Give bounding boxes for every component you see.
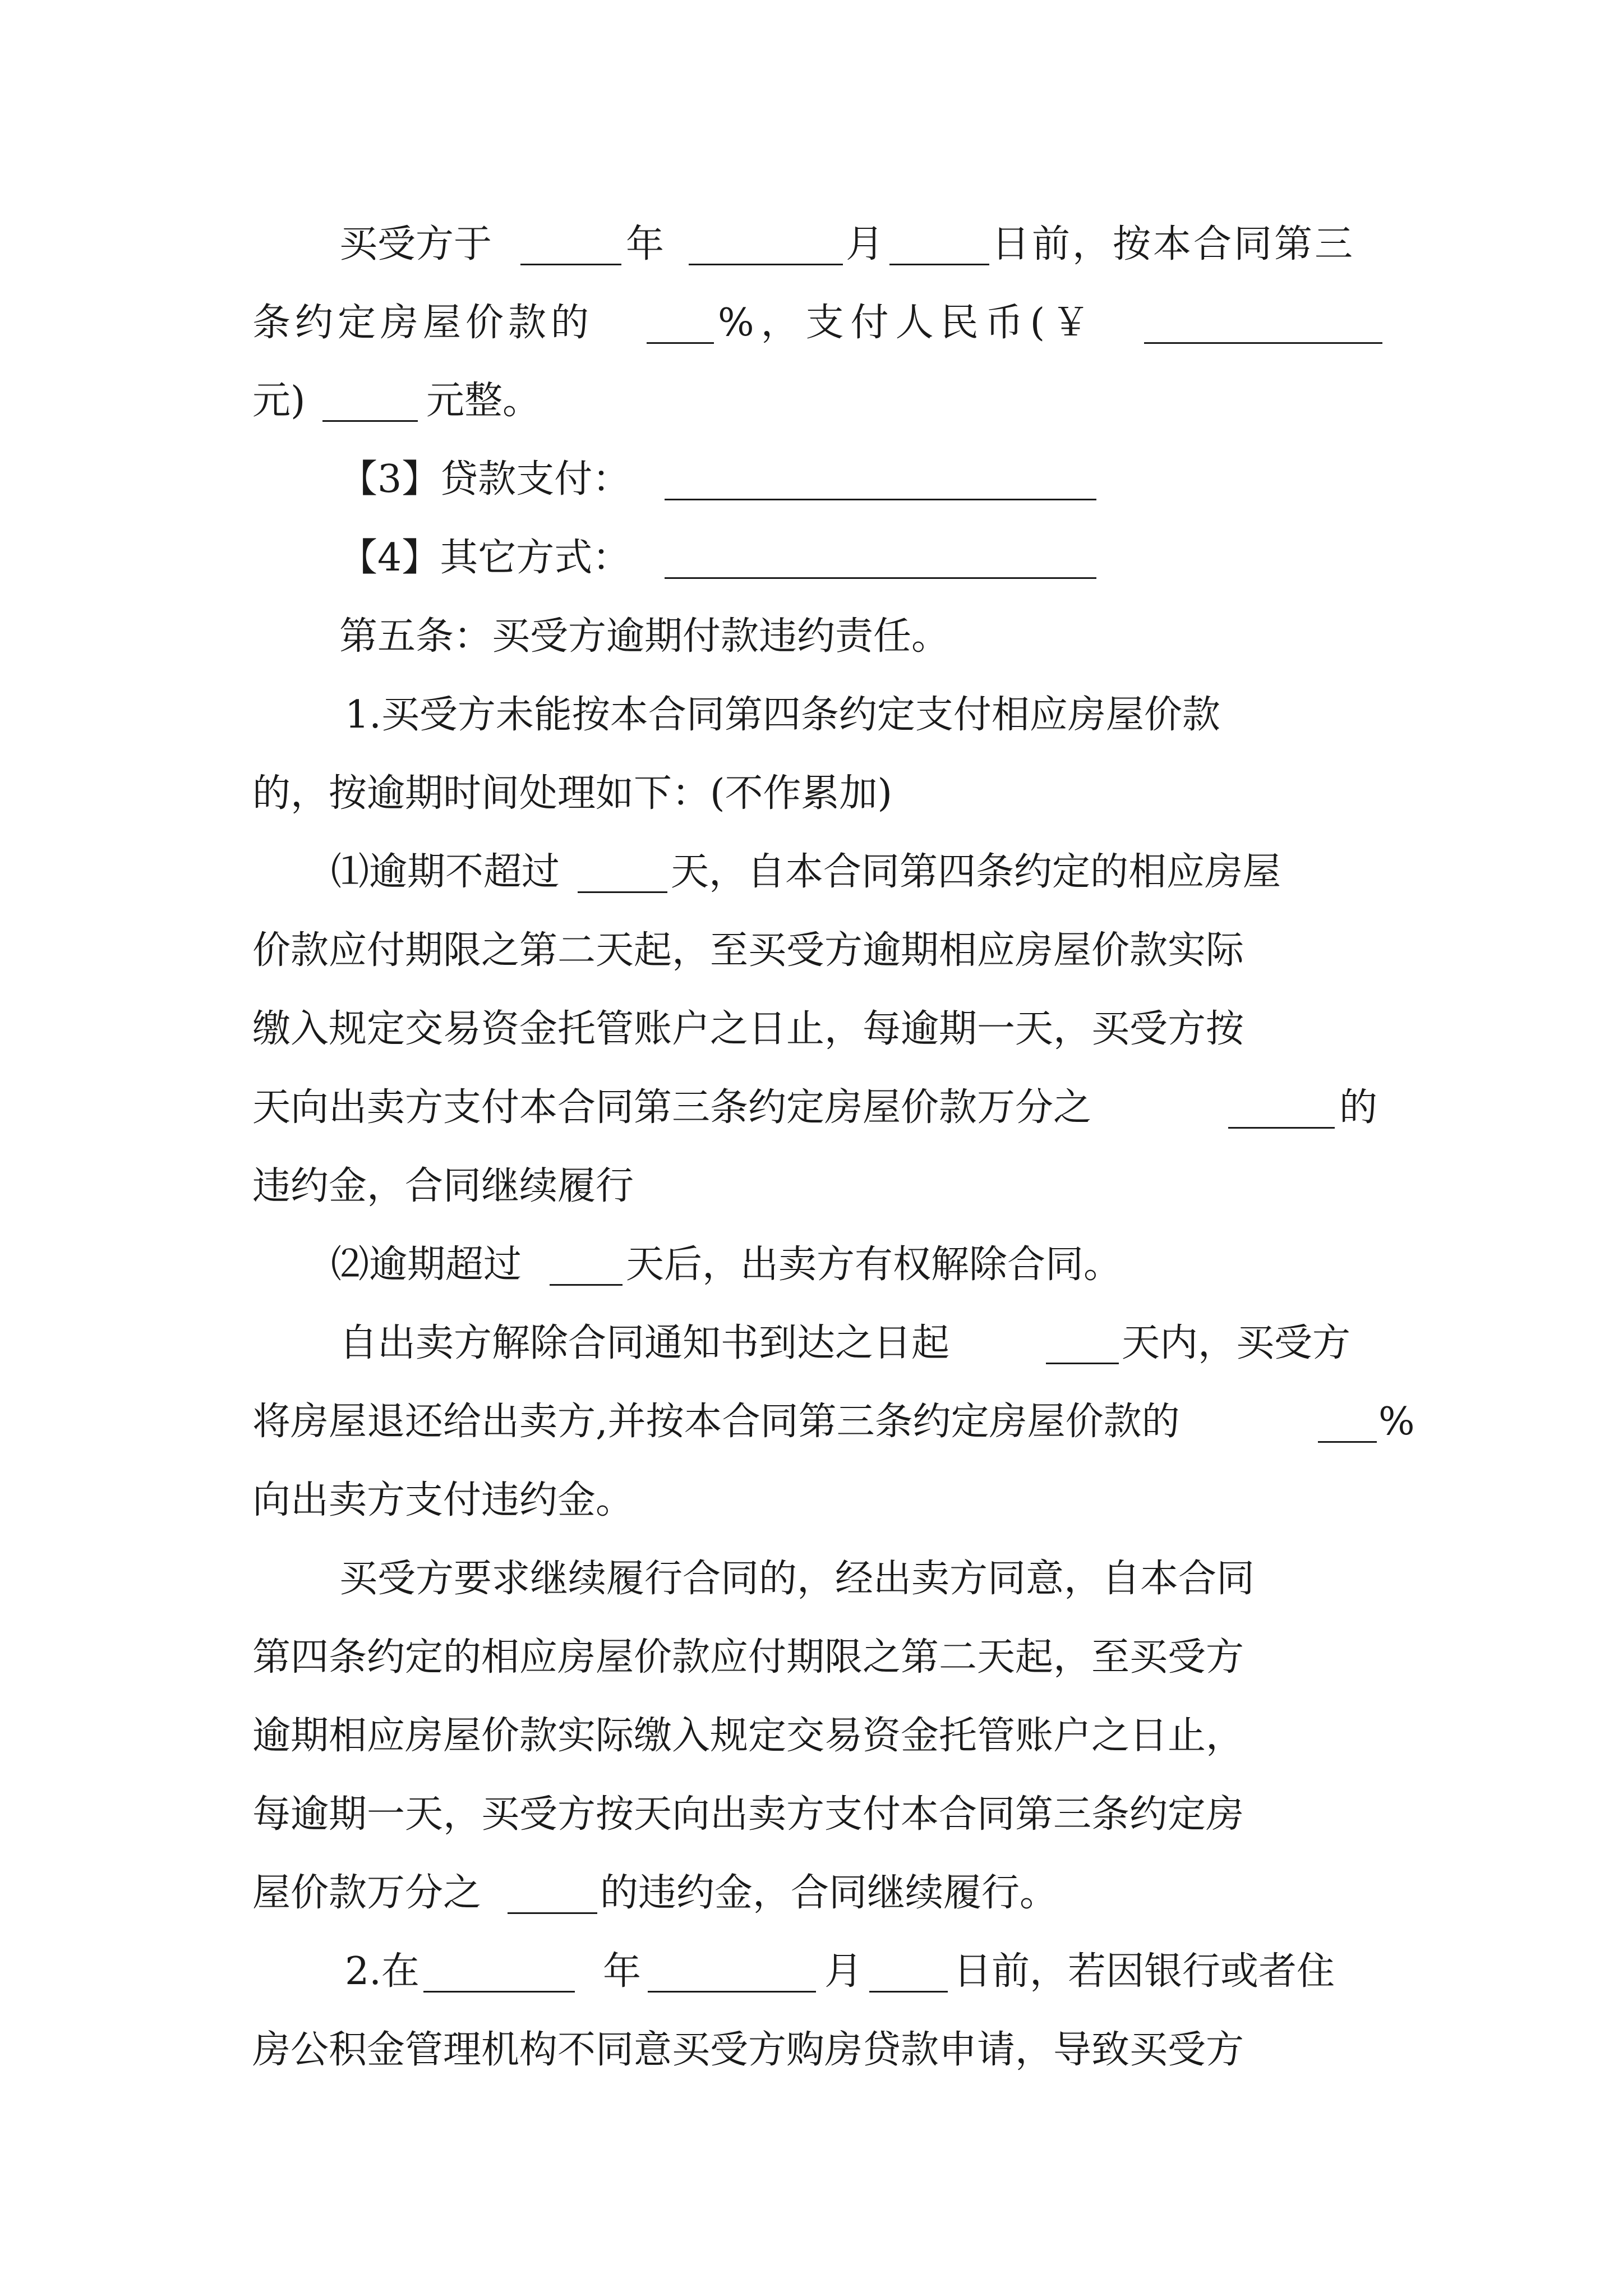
text-segment: 逾期相应房屋价款实际缴入规定交易资金托管账户之日止， <box>252 1714 1244 1758</box>
text-segment: 房公积金管理机构不同意买受方购房贷款申请，导致买受方 <box>252 2028 1244 2072</box>
text-segment: 【3】贷款支付： <box>339 457 631 501</box>
text-segment: 月 <box>824 1949 863 1994</box>
text-line <box>0 440 1623 519</box>
text-line <box>0 1618 1623 1697</box>
fill-in-blank <box>889 264 989 265</box>
fill-in-blank <box>550 1284 623 1286</box>
text-segment: 天，自本合同第四条约定的相应房屋 <box>671 850 1281 894</box>
text-segment: 第五条：买受方逾期付款违约责任。 <box>339 614 950 659</box>
fill-in-blank <box>578 891 667 893</box>
text-segment: 缴入规定交易资金托管账户之日止，每逾期一天，买受方按 <box>252 1007 1244 1051</box>
text-line <box>0 754 1623 833</box>
text-segment: 屋价款万分之 <box>252 1871 482 1915</box>
text-line <box>0 1304 1623 1383</box>
fill-in-blank <box>689 264 843 265</box>
text-line <box>0 2011 1623 2090</box>
text-segment: 1.买受方未能按本合同第四条约定支付相应房屋价款 <box>345 693 1220 737</box>
text-line <box>0 362 1623 440</box>
fill-in-blank <box>520 264 621 265</box>
text-line <box>0 284 1623 362</box>
text-line <box>0 1854 1623 1932</box>
text-line <box>0 912 1623 990</box>
fill-in-blank <box>648 1991 816 1993</box>
fill-in-blank <box>508 1912 597 1914</box>
text-segment: 买受方于 <box>339 222 492 266</box>
text-segment: 条约定房屋价款的 <box>252 301 594 345</box>
text-segment: % <box>1378 1400 1415 1444</box>
fill-in-blank <box>665 577 1096 579</box>
fill-in-blank <box>869 1991 948 1993</box>
fill-in-blank <box>423 1991 575 1993</box>
text-segment: %，支付人民币(￥ <box>718 301 1097 345</box>
text-segment: 每逾期一天，买受方按天向出卖方支付本合同第三条约定房 <box>252 1792 1244 1837</box>
text-line <box>0 1069 1623 1147</box>
text-line <box>0 205 1623 284</box>
fill-in-blank <box>647 342 714 344</box>
text-line <box>0 1383 1623 1461</box>
text-segment: 向出卖方支付违约金。 <box>252 1478 634 1522</box>
fill-in-blank <box>1318 1441 1377 1443</box>
text-line <box>0 1697 1623 1775</box>
text-segment: 2.在 <box>345 1949 419 1994</box>
text-segment: 元) <box>252 379 306 423</box>
text-segment: 天内，买受方 <box>1122 1321 1351 1365</box>
text-segment: 日前，若因银行或者住 <box>953 1949 1335 1994</box>
text-line <box>0 1540 1623 1618</box>
fill-in-blank <box>1144 342 1382 344</box>
text-line <box>0 1461 1623 1540</box>
text-segment: 将房屋退还给出卖方,并按本合同第三条约定房屋价款的 <box>252 1400 1180 1444</box>
text-segment: ⑴逾期不超过 <box>331 850 560 894</box>
text-line <box>0 519 1623 597</box>
text-line <box>0 990 1623 1069</box>
fill-in-blank <box>1046 1363 1119 1364</box>
text-segment: ⑵逾期超过 <box>331 1243 522 1287</box>
text-segment: 年 <box>603 1949 642 1994</box>
text-line <box>0 676 1623 754</box>
text-line <box>0 833 1623 912</box>
text-segment: 天后，出卖方有权解除合同。 <box>626 1243 1122 1287</box>
text-segment: 价款应付期限之第二天起，至买受方逾期相应房屋价款实际 <box>252 928 1244 973</box>
text-segment: 年 <box>626 222 665 266</box>
text-segment: 元整。 <box>426 379 541 423</box>
fill-in-blank <box>1228 1127 1335 1129</box>
text-line <box>0 1775 1623 1854</box>
text-segment: 月 <box>846 222 884 266</box>
text-segment: 【4】其它方式： <box>339 536 631 580</box>
text-segment: 第四条约定的相应房屋价款应付期限之第二天起，至买受方 <box>252 1635 1244 1680</box>
text-segment: 自出卖方解除合同通知书到达之日起 <box>339 1321 950 1365</box>
text-segment: 日前，按本合同第三 <box>992 222 1355 266</box>
text-line <box>0 1147 1623 1226</box>
text-segment: 天向出卖方支付本合同第三条约定房屋价款万分之 <box>252 1085 1092 1130</box>
text-line <box>0 597 1623 676</box>
text-segment: 的，按逾期时间处理如下：(不作累加) <box>252 771 893 816</box>
text-line <box>0 1932 1623 2011</box>
text-line <box>0 1226 1623 1304</box>
text-segment: 买受方要求继续履行合同的，经出卖方同意，自本合同 <box>339 1557 1255 1601</box>
fill-in-blank <box>322 420 418 422</box>
text-segment: 的违约金，合同继续履行。 <box>600 1871 1058 1915</box>
fill-in-blank <box>665 499 1096 500</box>
text-segment: 的 <box>1339 1085 1378 1130</box>
text-segment: 违约金，合同继续履行 <box>252 1164 634 1208</box>
